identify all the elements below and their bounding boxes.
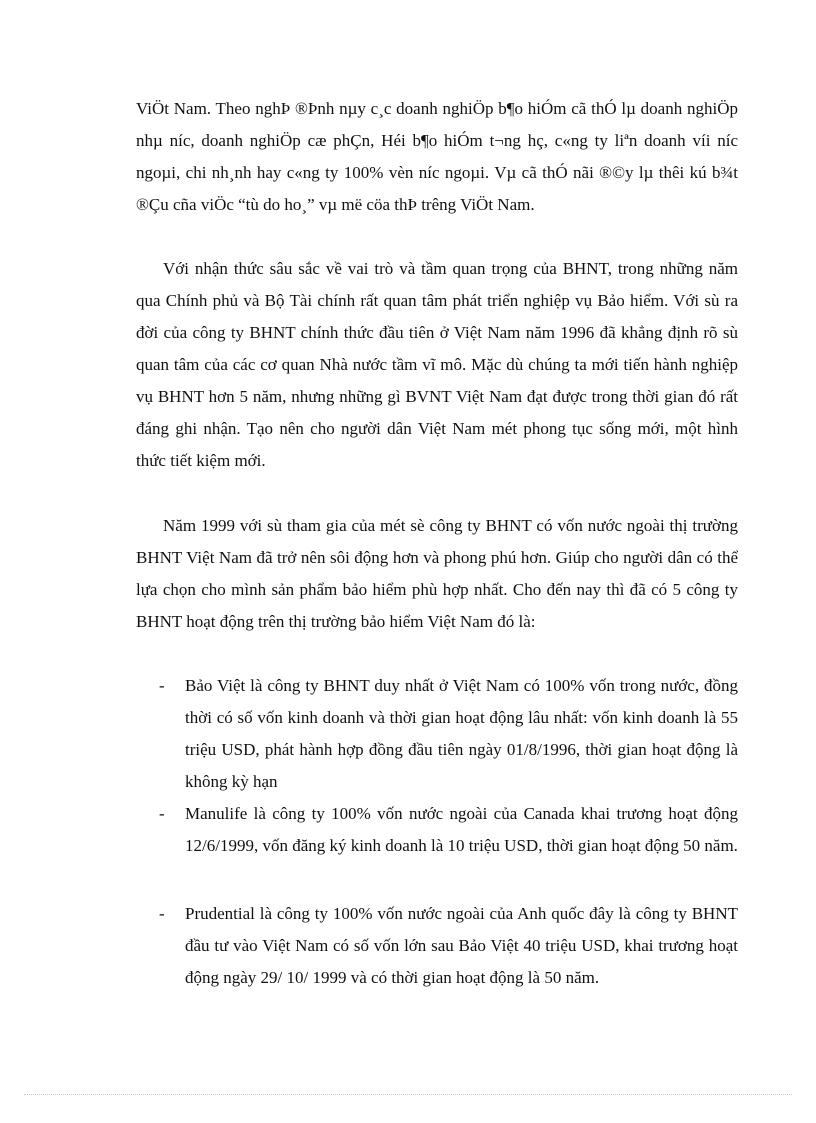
list-item: [0, 798, 816, 898]
list-item-manulife: Manulife là công ty 100% vốn nước ngoài của Canada khai trương hoạt động 12/6/1999, vốn đăng ký kinh doanh là 10 triệu USD, thời gian hoạt động 50 năm.: [185, 804, 738, 855]
bullet-marker: -: [159, 904, 165, 923]
paragraph-legacy-encoding: ViÖt Nam. Theo nghÞ ®Þnh nµy c¸c doanh nghiÖp b¶o hiÓm cã thÓ lµ doanh nghiÖp nhµ níc, doanh nghiÖp cæ phÇn, Héi b¶o hiÓm t¬ng hç, c«ng ty liªn doanh víi níc ngoµi, chi nh¸nh hay c«ng ty 100% vèn níc ngoµi. Vµ cã thÓ nãi ®©y lµ thêi kú b¾t ®Çu cña viÖc “tù do ho¸” vµ më cöa thÞ trêng ViÖt Nam.: [136, 99, 738, 214]
paragraph-awareness: Với nhận thức sâu sắc về vai trò và tầm quan trọng của BHNT, trong những năm qua Chính phủ và Bộ Tài chính rất quan tâm phát triển nghiệp vụ Bảo hiểm. Với sù ra đời của công ty BHNT chính thức đầu tiên ở Việt Nam năm 1996 đã khẳng định rõ sù quan tâm của các cơ quan Nhà nước tầm vĩ mô. Mặc dù chúng ta mới tiến hành nghiệp vụ BHNT hơn 5 năm, nhưng những gì BVNT Việt Nam đạt được trong thời gian đó rất đáng ghi nhận. Tạo nên cho người dân Việt Nam mét phong tục sống mới, một hình thức tiết kiệm mới.: [136, 259, 738, 470]
list-item-prudential: Prudential là công ty 100% vốn nước ngoài của Anh quốc đây là công ty BHNT đầu tư vào Việt Nam có số vốn lớn sau Bảo Việt 40 triệu USD, khai trương hoạt động ngày 29/ 10/ 1999 và có thời gian hoạt động là 50 năm.: [185, 904, 738, 987]
paragraph-1999-market: Năm 1999 với sù tham gia của mét sè công ty BHNT có vốn nước ngoài thị trường BHNT Việt Nam đã trở nên sôi động hơn và phong phú hơn. Giúp cho người dân có thể lựa chọn cho mình sản phẩm bảo hiểm phù hợp nhất. Cho đến nay thì đã có 5 công ty BHNT hoạt động trên thị trường bảo hiểm Việt Nam đó là:: [136, 516, 738, 631]
page-bottom-divider: [24, 1094, 792, 1095]
list-item: [0, 898, 816, 1026]
insurer-list: [0, 670, 816, 1026]
bullet-marker: -: [159, 804, 165, 823]
list-item-bao-viet: Bảo Việt là công ty BHNT duy nhất ở Việt Nam có 100% vốn trong nước, đồng thời có số vốn kinh doanh và thời gian hoạt động lâu nhất: vốn kinh doanh là 55 triệu USD, phát hành hợp đồng đầu tiên ngày 01/8/1996, thời gian hoạt động là không kỳ hạn: [185, 676, 738, 791]
list-item: [0, 670, 816, 798]
bullet-marker: -: [159, 676, 165, 695]
